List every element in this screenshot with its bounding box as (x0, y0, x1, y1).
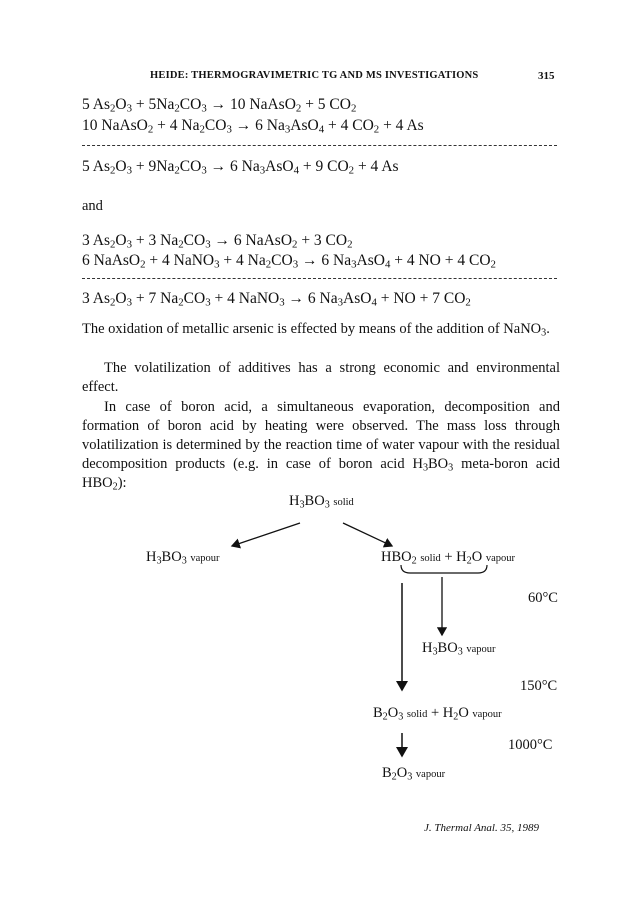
equation-subscript: 2 (140, 258, 146, 271)
equation-term: → 6 Na (231, 117, 285, 134)
equation-term: → 6 Na (206, 158, 260, 175)
equation-subscript: 2 (490, 258, 496, 271)
equation-subscript: 2 (110, 296, 116, 309)
equation-subscript: 3 (279, 296, 285, 309)
equation-subscript: 2 (110, 238, 116, 251)
equation-subscript: 2 (199, 123, 205, 136)
equation-subscript: 3 (201, 164, 207, 177)
b2o3-vapour: $B_2O_3$ vapour (382, 765, 446, 783)
equation-term: + NO + 7 CO (376, 290, 466, 307)
equation-subscript: 3 (284, 123, 291, 136)
equation-subscript: 2 (110, 102, 116, 115)
equation-term: 5 As (82, 158, 110, 175)
equation-term: CO (183, 290, 206, 307)
equation-term: CO (271, 252, 293, 269)
equation-subscript: 4 (384, 258, 391, 271)
h3bo3-vapour: $H_3BO_3$ vapour (146, 549, 220, 567)
equation-subscript: 2 (174, 102, 180, 115)
equation-term: 6 NaAsO (82, 252, 141, 269)
equation-subscript: 3 (226, 123, 232, 136)
equation-subscript: 2 (350, 102, 357, 115)
equation-subscript: 2 (178, 296, 184, 309)
equation-subscript: 2 (110, 164, 116, 177)
equation-term: + 9Na (132, 158, 175, 175)
equation-term: + 5 CO (301, 96, 351, 113)
equation-subscript: 3 (337, 296, 344, 309)
equation-term: → 10 NaAsO (206, 96, 296, 113)
equation-term: AsO (356, 252, 385, 269)
equation-term: + 4 Na (219, 252, 266, 269)
equation-term: 3 As (82, 290, 110, 307)
arrow-to-hbo2 (343, 523, 392, 546)
equation-subscript: 4 (293, 164, 299, 177)
equation-term: + 7 Na (132, 290, 179, 307)
equation-subscript: 2 (178, 238, 184, 251)
equation-subscript: 3 (292, 258, 299, 271)
equation-term: + 5Na (132, 96, 175, 113)
equation-subscript: 3 (351, 258, 357, 271)
connector-and: and (82, 198, 103, 214)
equation-term: → 6 Na (284, 290, 338, 307)
equation-term: O (115, 96, 127, 113)
equation-term: → 6 NaAsO (210, 232, 293, 249)
equation-subscript: 3 (201, 102, 207, 115)
equation-subscript: 3 (126, 164, 133, 177)
equation-term: O (115, 232, 127, 249)
equation-subscript: 3 (126, 102, 133, 115)
equation-subscript: 3 (126, 296, 133, 309)
equation-term: O (115, 158, 127, 175)
equation-term: AsO (290, 117, 319, 134)
paragraph-boron-acid: In case of boron acid, a simultaneous evaporation, decomposition and formation of boron acid by heating were observed. The mass loss through volatilization is determined by the reaction time of water vapour with the residual decomposition products (e.g. in case of boron acid $H_3BO_3$ meta-boron acid $HBO_2$): (82, 399, 560, 493)
equation-subscript: 3 (259, 164, 266, 177)
equation-term: CO (204, 117, 227, 134)
equation-term: CO (179, 96, 202, 113)
temperature-150: 150°C (520, 678, 558, 694)
equation-subscript: 2 (292, 238, 298, 251)
page-number: 315 (538, 70, 555, 82)
equation-subscript: 2 (348, 164, 355, 177)
b2o3-plus-water: $B_2O_3$ solid + $H_2O$ vapour (373, 705, 502, 723)
equation-subscript: 2 (295, 102, 302, 115)
equation-term: CO (179, 158, 202, 175)
temperature-60: 60°C (528, 590, 558, 606)
equation-term: + 4 Na (153, 117, 200, 134)
equation-term: + 3 Na (132, 232, 179, 249)
equation-term: AsO (265, 158, 294, 175)
equation-term: + 4 As (354, 158, 399, 175)
running-title: HEIDE: THERMOGRAVIMETRIC TG AND MS INVESTIGATIONS (150, 70, 479, 81)
paragraph-volatilization: The volatilization of additives has a strong economic and environmental effect. (82, 360, 560, 395)
arrow-to-vapour (232, 523, 300, 546)
equation-term: + 3 CO (297, 232, 348, 249)
equation-term: + 9 CO (298, 158, 349, 175)
equation-subscript: 2 (465, 296, 471, 309)
equation-subscript: 2 (373, 123, 380, 136)
equation-subscript: 2 (147, 123, 154, 136)
h3bo3-vapour-product: $H_3BO_3$ vapour (422, 640, 496, 658)
temperature-1000: 1000°C (508, 737, 553, 753)
paragraph-oxidation: The oxidation of metallic arsenic is effected by means of the addition of NaNO$_3$. (82, 321, 550, 339)
equation-subscript: 3 (214, 258, 220, 271)
equation-term: + 4 As (379, 117, 424, 134)
equation-subscript: 3 (126, 238, 133, 251)
equation-term: CO (183, 232, 206, 249)
equation-term: + 4 NO + 4 CO (390, 252, 491, 269)
equation-term: 10 NaAsO (82, 117, 148, 134)
equation-term: AsO (343, 290, 372, 307)
equation-term: + 4 NaNO (145, 252, 215, 269)
journal-footer: J. Thermal Anal. 35, 1989 (424, 822, 539, 834)
equation-term: + 4 CO (324, 117, 374, 134)
equation-subscript: 4 (371, 296, 377, 309)
equation-term: O (115, 290, 127, 307)
equation-subscript: 2 (265, 258, 272, 271)
h3bo3-solid: $H_3BO_3$ solid (289, 493, 354, 511)
equation-term: → 6 Na (298, 252, 352, 269)
equation-term: 3 As (82, 232, 110, 249)
equation-subscript: 2 (174, 164, 180, 177)
equation-subscript: 3 (205, 238, 211, 251)
equation-term: + 4 NaNO (210, 290, 280, 307)
equation-subscript: 2 (347, 238, 353, 251)
equation-subscript: 3 (205, 296, 211, 309)
equation-subscript: 4 (318, 123, 325, 136)
equation-term: 5 As (82, 96, 110, 113)
hbo2-plus-water: $HBO_2$ solid + $H_2O$ vapour (381, 549, 515, 567)
